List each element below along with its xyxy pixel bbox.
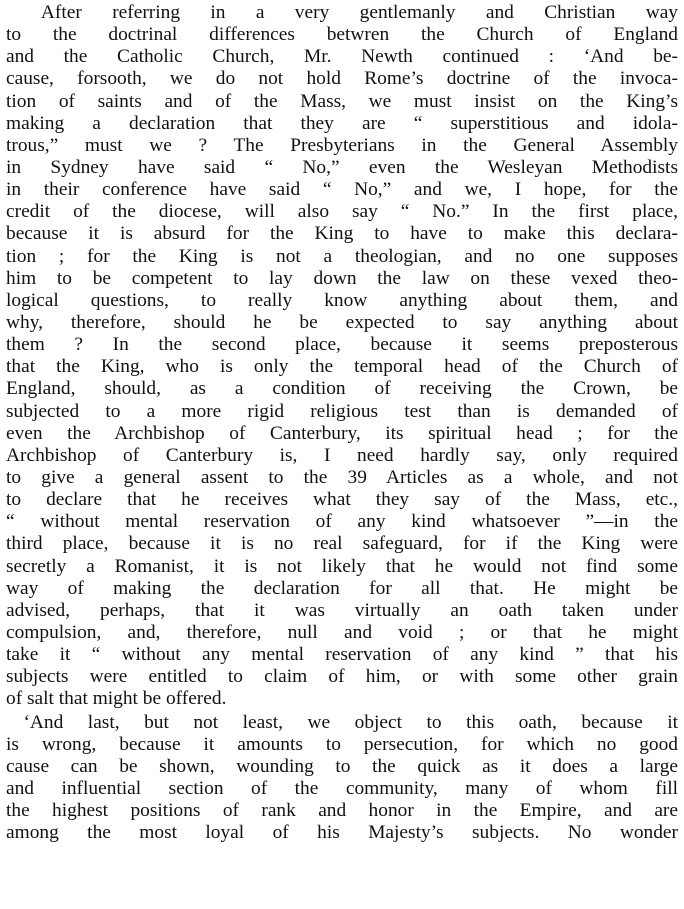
paragraph-2 (6, 712, 678, 845)
text-line: why, therefore, should he be expected to say anything about (6, 311, 678, 333)
text-line: and the Catholic Church, Mr. Newth continued : ‘And be- (6, 46, 678, 68)
text-line: that the King, who is only the temporal head of the Church of (6, 356, 678, 378)
text-line: subjected to a more rigid religious test than is demanded of (6, 400, 678, 422)
text-line: compulsion, and, therefore, null and void ; or that he might (6, 621, 678, 643)
text-line: of salt that might be offered. (6, 688, 227, 710)
text-line: credit of the diocese, will also say “ No.” In the first place, (6, 201, 678, 223)
text-line: the highest positions of rank and honor in the Empire, and are (6, 800, 678, 822)
text-line: and influential section of the community, many of whom fill (6, 777, 678, 799)
text-line: subjects were entitled to claim of him, or with some other grain (6, 666, 678, 688)
text-line: ‘And last, but not least, we object to this oath, because it (23, 711, 678, 733)
text-line: trous,” must we ? The Presbyterians in the General Assembly (6, 134, 678, 156)
text-line: tion ; for the King is not a theologian, and no one supposes (6, 245, 678, 267)
text-line: in their conference have said “ No,” and we, I hope, for the (6, 179, 678, 201)
text-line: “ without mental reservation of any kind whatsoever ”—in the (6, 511, 678, 533)
text-line: England, should, as a condition of receiving the Crown, be (6, 378, 678, 400)
text-line: cause, forsooth, we do not hold Rome’s doctrine of the invoca- (6, 68, 678, 90)
text-line: among the most loyal of his Majesty’s subjects. No wonder (6, 822, 678, 844)
text-line: him to be competent to lay down the law on these vexed theo- (6, 267, 678, 289)
text-line: cause can be shown, wounding to the quick as it does a large (6, 755, 678, 777)
text-line: third place, because it is no real safeguard, for if the King were (6, 533, 678, 555)
text-line: because it is absurd for the King to have to make this declara- (6, 223, 678, 245)
text-line: logical questions, to really know anything about them, and (6, 289, 678, 311)
text-line: secretly a Romanist, it is not likely that he would not find some (6, 555, 678, 577)
text-line: them ? In the second place, because it seems preposterous (6, 334, 678, 356)
document-page (6, 2, 678, 844)
paragraph-1 (6, 2, 678, 711)
text-line: even the Archbishop of Canterbury, its spiritual head ; for the (6, 422, 678, 444)
text-line: in Sydney have said “ No,” even the Wesleyan Methodists (6, 156, 678, 178)
text-line: tion of saints and of the Mass, we must insist on the King’s (6, 90, 678, 112)
text-line: Archbishop of Canterbury is, I need hardly say, only required (6, 444, 678, 466)
text-line: to the doctrinal differences betwren the Church of England (6, 24, 678, 46)
text-line: is wrong, because it amounts to persecution, for which no good (6, 733, 678, 755)
text-line: way of making the declaration for all that. He might be (6, 577, 678, 599)
text-line: advised, perhaps, that it was virtually an oath taken under (6, 599, 678, 621)
text-line: to give a general assent to the 39 Articles as a whole, and not (6, 466, 678, 488)
text-line: to declare that he receives what they say of the Mass, etc., (6, 489, 678, 511)
text-line: take it “ without any mental reservation of any kind ” that his (6, 644, 678, 666)
text-line: After referring in a very gentlemanly and Christian way (40, 2, 678, 23)
text-line: making a declaration that they are “ superstitious and idola- (6, 112, 678, 134)
